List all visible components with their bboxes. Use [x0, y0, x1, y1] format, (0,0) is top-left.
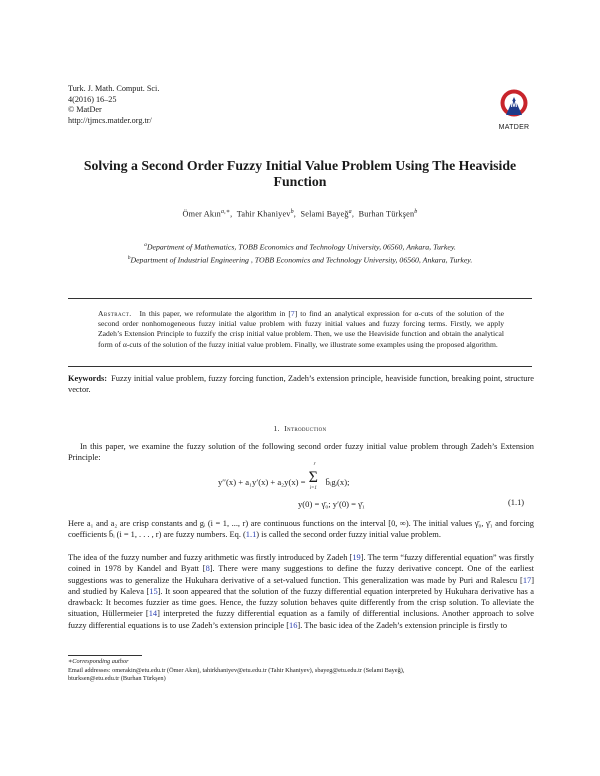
logo-text: MATDER: [498, 124, 530, 131]
abstract-label: Abstract.: [98, 309, 132, 318]
logo-letter: M: [510, 100, 518, 109]
paper-title: [60, 158, 540, 190]
footnote: [68, 658, 534, 684]
citation-link[interactable]: 8: [205, 564, 210, 574]
citation-link[interactable]: 15: [149, 586, 158, 596]
journal-info: [68, 84, 159, 126]
author-name: Tahir Khaniyev: [236, 209, 291, 219]
affiliations: [60, 240, 540, 266]
sum-symbol: Σ r i=1: [308, 462, 318, 491]
journal-publisher: © MatDer: [68, 105, 102, 115]
intro-paragraph-2: Here a₁ and a₂ are crisp constants and gᵢ (i = 1, ..., r) are continuous functions on the interval [0, ∞). The initial values γ̄₀, γ̄₁ and forcing coefficients b̄ᵢ (i = 1, . . . , r) are fuzzy numbers. Eq. (1.1) is called the second order fuzzy initial value problem.: [68, 519, 534, 540]
keywords-text: Fuzzy initial value problem, fuzzy forcing function, Zadeh’s extension principle, heaviside function, breaking point, structure vector.: [68, 374, 534, 395]
citation-link[interactable]: 17: [522, 575, 532, 585]
author-name: Ömer Akın: [182, 209, 221, 219]
journal-url[interactable]: http://tjmcs.matder.org.tr/: [68, 115, 152, 125]
keywords: [68, 373, 534, 395]
citation-link[interactable]: 7: [290, 309, 295, 318]
matder-logo-icon: [499, 88, 529, 118]
abstract: Abstract. In this paper, we reformulate the algorithm in [7] to find an analytical expression for α-cuts of the solution of the second order nonhomogeneous fuzzy initial value problem with fuzzy initial values and fuzzy forcing terms. Firstly, we apply Zadeh’s Extension Principle to fuzzify the crisp initial value problem. Then, we use the Heaviside function and obtain the analytical form of α-cuts of the solution of the fuzzy initial value problem. Finally, we illustrate some examples using the proposed algorithm.: [98, 309, 504, 349]
footnote-rule: [68, 655, 142, 656]
citation-link[interactable]: 19: [352, 553, 361, 562]
equation-line-1: y′′(x) + a₁y′(x) + a₂y(x) = Σ r i=1 b̄ᵢgᵢ(x);: [218, 462, 350, 491]
matder-logo: [486, 88, 542, 131]
affiliation: $^b$Department of Industrial Engineering , TOBB Economics and Technology University, 06560, Ankara, Turkey.: [127, 255, 473, 265]
email-addresses: Email addresses: omerakin@etu.edu.tr (Ömer Akın), tahirkhaniyev@etu.edu.tr (Tahir Khaniyev), sbayeg@etu.edu.tr (Selami Bayeğ),: [68, 666, 405, 674]
corresponding-author-note: ∗Corresponding author: [68, 658, 129, 665]
intro-paragraph-1: In this paper, we examine the fuzzy solution of the following second order fuzzy initial value problem through Zadeh’s Extension Principle:: [68, 442, 534, 463]
author-name: Selami Bayeğ: [300, 209, 349, 219]
author-sup: b: [290, 209, 294, 215]
intro-paragraph-3: The idea of the fuzzy number and fuzzy arithmetic was firstly introduced by Zadeh [19]. The term “fuzzy differential equation” was firstly coined in 1978 by Kandel and Byatt [8]. There were many suggestions to define the fuzzy derivative concept. One of the earliest suggestions was to generalize the Hukuhara derivative of a set-valued function. This generalization was made by Puri and Ralescu [17] and studied by Kaleva [15]. It soon appeared that the solution of the fuzzy differential equation interpreted by Hukuhara derivative has a drawback: It becomes fuzzier as time goes. Hence, the fuzzy solution behaves quite differently from the crisp solution. To alleviate the situation, Hüllermeier [14] interpreted the fuzzy differential equation as a family of differential inclusions. Another approach to solve fuzzy differential equations is to use Zadeh’s extension principle [16]. The basic idea of the Zadeh’s extension principle is firstly to: [68, 553, 534, 630]
equation-number: (1.1): [508, 498, 525, 507]
title-line-2: Function: [273, 174, 327, 189]
author-list: Ömer Akın$^{a,∗}$, Tahir Khaniyev$^b$, Selami Bayeğ$^a$, Burhan Türkşen$^b$: [182, 209, 418, 219]
abstract-bottom-rule: [68, 366, 532, 367]
author-name: Burhan Türkşen: [358, 209, 415, 219]
affiliation: $^a$Department of Mathematics, TOBB Economics and Technology University, 06560, Ankara, Turkey.: [144, 242, 456, 252]
citation-link[interactable]: 14: [148, 609, 158, 619]
email-addresses-cont: bturksen@etu.edu.tr (Burhan Türkşen): [68, 675, 166, 683]
equation-line-2: y(0) = γ̄₀; y′(0) = γ̄₁: [298, 499, 365, 509]
author-sup: a,∗: [220, 209, 231, 215]
author-sup: a: [348, 209, 352, 215]
author-sup: b: [414, 209, 418, 215]
citation-link[interactable]: 16: [289, 620, 298, 630]
equation-link[interactable]: 1.1: [245, 530, 257, 540]
journal-name: Turk. J. Math. Comput. Sci.: [68, 84, 160, 93]
abstract-top-rule: [68, 298, 532, 299]
keywords-label: Keywords:: [68, 374, 108, 383]
journal-volume: 4(2016) 16–25: [68, 94, 117, 104]
section-heading: 1. Introduction: [273, 424, 327, 433]
title-line-1: Solving a Second Order Fuzzy Initial Value Problem Using The Heaviside: [83, 158, 517, 173]
